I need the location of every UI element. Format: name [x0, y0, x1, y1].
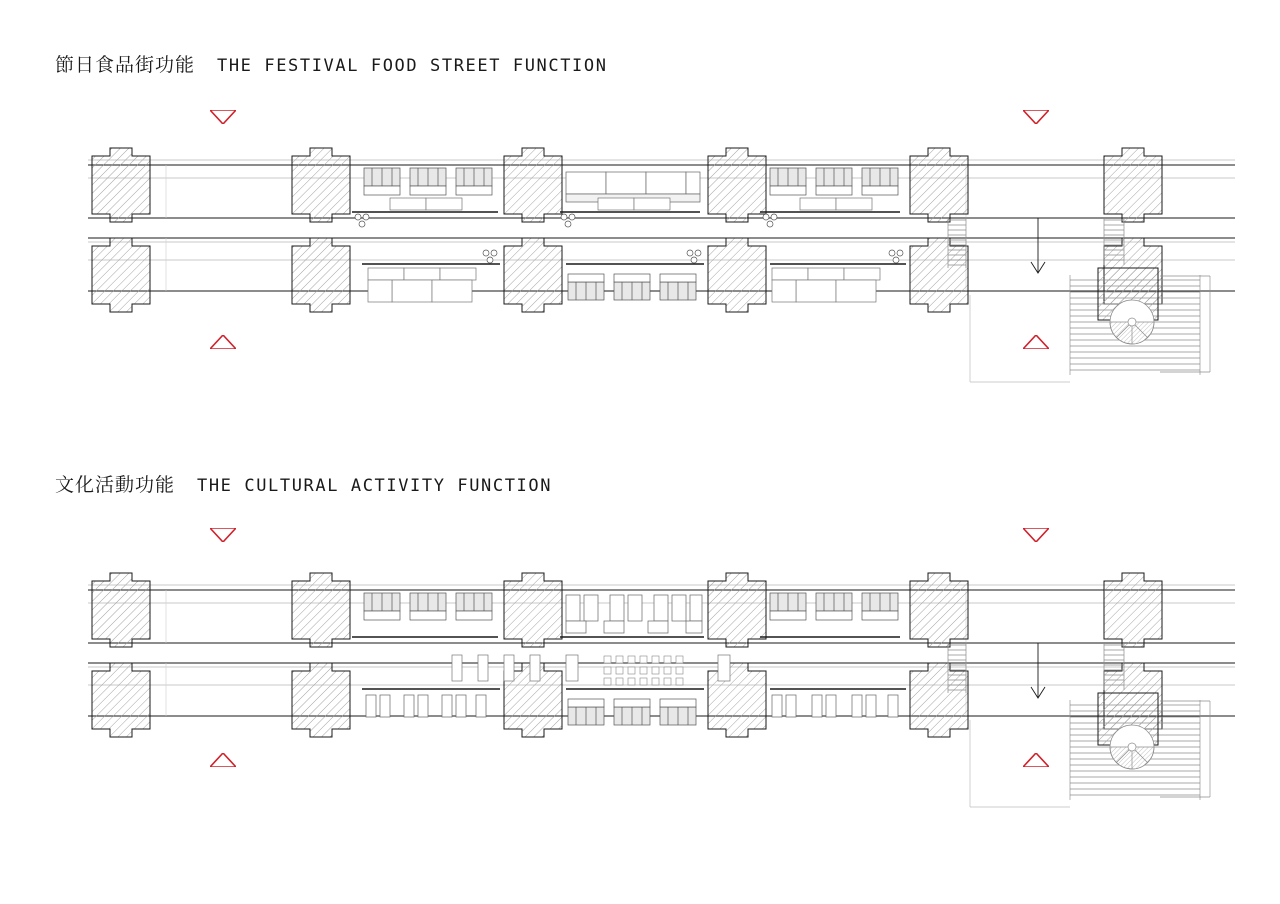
- section-marker-top-right: [1023, 110, 1049, 124]
- floor-plan-drawing-festival: [0, 90, 1280, 420]
- plan-title-festival: [55, 50, 608, 77]
- plan-title-en: THE CULTURAL ACTIVITY FUNCTION: [197, 476, 553, 496]
- section-marker-bottom-left: [210, 335, 236, 349]
- floor-plan-drawing-cultural: [0, 515, 1280, 845]
- plan-title-cultural: [55, 470, 552, 497]
- plan-cultural-activity: [0, 420, 1280, 880]
- section-marker-bottom-right: [1023, 335, 1049, 349]
- section-marker-bottom-right: [1023, 753, 1049, 767]
- section-marker-top-right: [1023, 528, 1049, 542]
- plan-festival-food-street: [0, 0, 1280, 440]
- plan-title-cn: 文化活動功能: [55, 474, 176, 496]
- section-marker-top-left: [210, 110, 236, 124]
- plan-title-en: THE FESTIVAL FOOD STREET FUNCTION: [217, 56, 608, 76]
- section-marker-bottom-left: [210, 753, 236, 767]
- section-marker-top-left: [210, 528, 236, 542]
- plan-title-cn: 節日食品街功能: [55, 54, 196, 76]
